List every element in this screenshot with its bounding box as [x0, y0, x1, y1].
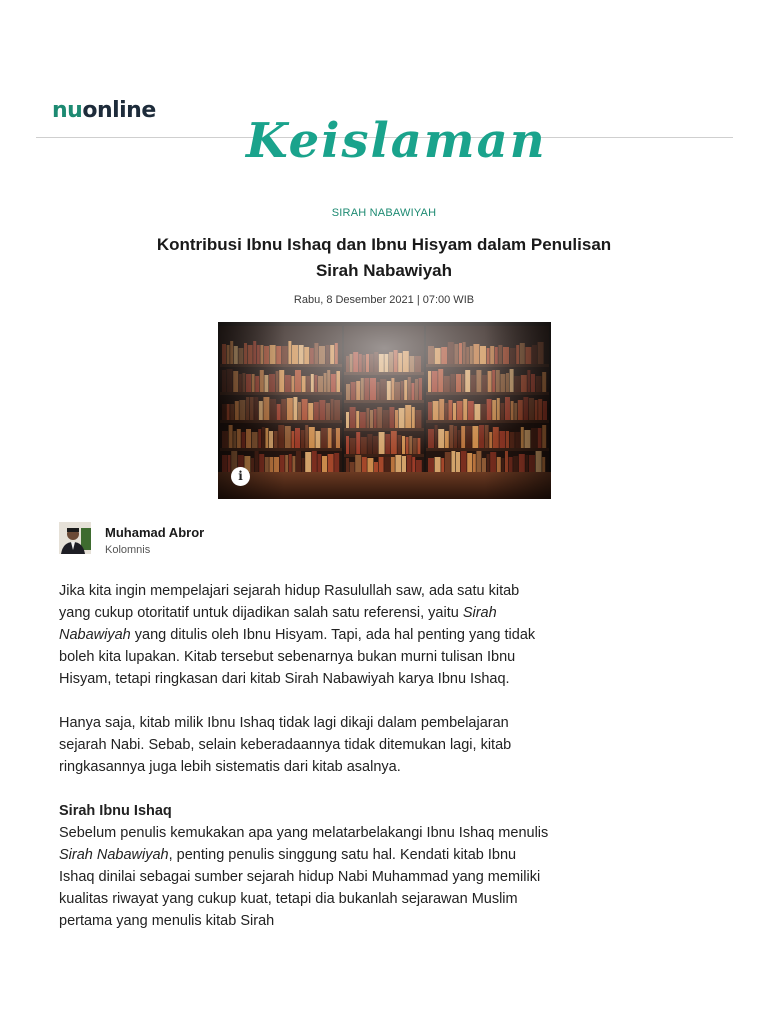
- book-title: Sirah Nabawiyah: [59, 605, 497, 643]
- category-label[interactable]: SIRAH NABAWIYAH: [331, 207, 437, 219]
- article-subheading: Sirah Ibnu Ishaq: [59, 803, 172, 819]
- section-banner: [246, 113, 547, 169]
- author-avatar[interactable]: [59, 522, 91, 554]
- author-photo: [59, 522, 91, 554]
- image-info-icon[interactable]: i: [231, 467, 250, 486]
- article-date: Rabu, 8 Desember 2021 | 07:00 WIB: [293, 294, 475, 306]
- article-title: Kontribusi Ibnu Ishaq dan Ibnu Hisyam dalam Penulisan Sirah Nabawiyah: [156, 235, 612, 280]
- author-name[interactable]: Muhamad Abror: [105, 525, 205, 540]
- paragraph: Sebelum penulis kemukakan apa yang melatarbelakangi Ibnu Ishaq menulis Sirah Nabawiyah, penting penulis singgung satu hal. Kendati kitab Ibnu Ishaq dinilai sebagai sumber sejarah hidup Nabi Muhammad yang memiliki kualitas riwayat yang cukup kuat, tetapi dia bukanlah sejarawan Muslim pertama yang menulis kitab Sirah: [59, 825, 549, 929]
- section-banner-text: Keislaman: [246, 113, 547, 169]
- nu-online-logo[interactable]: nuonline: [52, 98, 156, 123]
- author-role: Kolomnis: [105, 544, 151, 556]
- bookshelf-illustration: [218, 322, 551, 499]
- hero-image-bookshelves: [218, 322, 551, 499]
- article-body: [59, 580, 554, 932]
- paragraph: Hanya saja, kitab milik Ibnu Ishaq tidak lagi dikaji dalam pembelajaran sejarah Nabi. Sebab, selain keberadaannya tidak ditemukan lagi, kitab ringkasannya juga lebih sistematis dari kitab asalnya.: [59, 715, 512, 775]
- book-title: Sirah Nabawiyah: [59, 847, 169, 863]
- paragraph: Jika kita ingin mempelajari sejarah hidup Rasulullah saw, ada satu kitab yang cukup otoritatif untuk dijadikan salah satu referensi, yaitu Sirah Nabawiyah yang ditulis oleh Ibnu Hisyam. Tapi, ada hal penting yang tidak boleh kita lupakan. Kitab tersebut sebenarnya bukan murni tulisan Ibnu Hisyam, tetapi ringkasan dari kitab Sirah Nabawiyah karya Ibnu Ishaq.: [59, 583, 536, 687]
